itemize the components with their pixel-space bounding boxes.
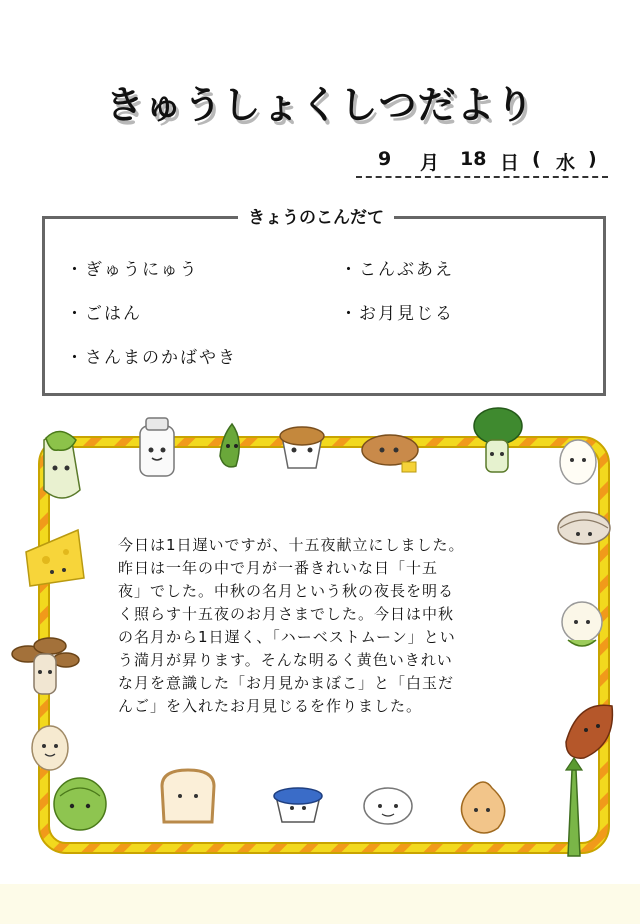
egg-character-icon [560, 440, 596, 484]
message-line: の名月から1日遅く、「ハーベストムーン」とい [118, 628, 456, 646]
cheese-character-icon [26, 530, 84, 586]
onion-character-icon [461, 782, 504, 833]
date-weekday: 水 [556, 152, 576, 174]
message-line: 今日は1日遅いですが、十五夜献立にしました。 [118, 536, 465, 554]
cauliflower-character-icon [562, 602, 602, 646]
menu-item: ・お月見じる [340, 304, 454, 324]
milk-bottle-character-icon [140, 418, 174, 476]
date-weekday-open: ( [532, 148, 541, 170]
date-line [356, 148, 608, 178]
clam-character-icon [558, 512, 610, 544]
menu-item: ・さんまのかばやき [66, 348, 237, 368]
message-line: 昨日は一年の中で月が一番きれいな日「十五 [118, 559, 439, 577]
message-line: く照らす十五夜のお月さまでした。今日は中秋 [118, 605, 455, 623]
bottom-band [0, 884, 640, 924]
asparagus-character-icon [566, 758, 582, 856]
menu-item: ・ごはん [66, 304, 142, 324]
date-month-unit: 月 [420, 152, 440, 174]
toast-character-icon [162, 770, 214, 822]
menu-heading: きょうのこんだて [238, 203, 394, 228]
message-line: な月を意識した「お月見かまぼこ」と「白玉だ [118, 674, 455, 692]
green-cabbage-character-icon [54, 778, 106, 830]
menu-item: ・こんぶあえ [340, 260, 454, 280]
okra-character-icon [220, 424, 239, 467]
date-day-unit: 日 [500, 152, 520, 174]
date-month: 9 [378, 148, 392, 170]
potato-character-icon [32, 726, 68, 770]
cabbage-character-icon [44, 431, 80, 498]
date-weekday-close: ) [588, 148, 597, 170]
date-day: 18 [460, 148, 487, 170]
page-title: きゅうしょくしつだより [105, 83, 535, 127]
yogurt-character-icon [274, 788, 322, 822]
bread-roll-character-icon [362, 435, 418, 472]
natto-character-icon [280, 427, 324, 468]
rice-bowl-character-icon [364, 788, 412, 824]
mushroom-character-icon [12, 638, 79, 694]
message-line: う満月が昇ります。そんな明るく黄色いきれい [118, 651, 453, 669]
message-text [118, 534, 528, 718]
message-line: 夜」でした。中秋の名月という秋の夜長を明る [118, 582, 455, 600]
message-line: んご」を入れたお月見じるを作りました。 [118, 697, 423, 715]
menu-item: ・ぎゅうにゅう [66, 260, 199, 280]
